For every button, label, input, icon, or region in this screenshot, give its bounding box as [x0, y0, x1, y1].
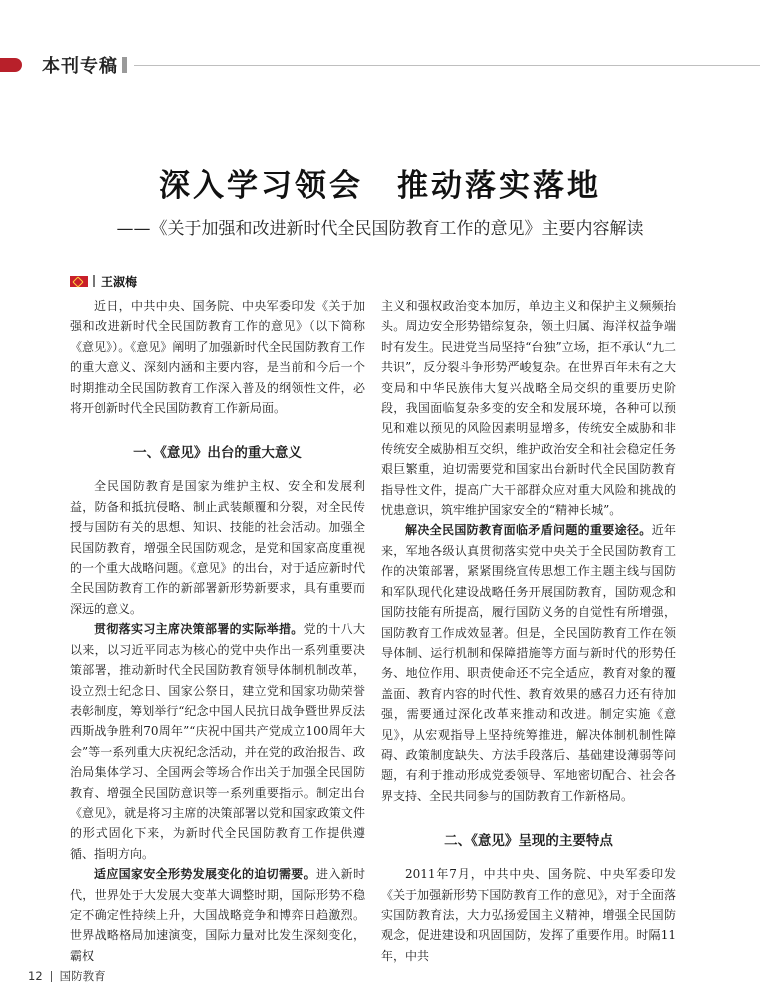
paragraph-lead: 贯彻落实习主席决策部署的实际举措。	[94, 622, 304, 637]
paragraph-lead: 解决全民国防教育面临矛盾问题的重要途径。	[405, 523, 652, 538]
journal-name: 国防教育	[59, 969, 106, 983]
paragraph: 2011年7月，中共中央、国务院、中央军委印发《关于加强新形势下国防教育工作的意见》，对于全面落实国防教育法，大力弘扬爱国主义精神，增强全民国防观念，促进建设和巩固国防，发挥了重要作用。时隔11年，中共	[381, 867, 676, 963]
section-heading: 一、《意见》出台的重大意义	[133, 445, 302, 462]
header-rule	[134, 65, 760, 66]
paragraph	[70, 619, 365, 864]
article-title: 深入学习领会 推动落实落地	[159, 168, 601, 204]
section-heading: 二、《意见》呈现的主要特点	[444, 833, 613, 850]
paragraph-body: 近年来，军地各级认真贯彻落实党中央关于全民国防教育工作的决策部署，紧紧围绕宣传思想工作主题主线与国防和军队现代化建设战略任务开展国防教育，国防观念和国防技能有所提高，履行国防义务的自觉性有所增强，国防教育工作成效显著。但是，全民国防教育工作在领导体制、运行机制和保障措施等方面与新时代的形势任务、地位作用、职责使命还不完全适应，教育对象的覆盖面、教育内容的时代性、教育效果的感召力还有待加强，需要通过深化改革来推动和改进。制定实施《意见》，从宏观指导上坚持统筹推进，解决体制机制性障碍、政策制度缺失、方法手段落后、基础建设薄弱等问题，有利于推动形成党委领导、军地密切配合、社会各界支持、全民共同参与的国防教育工作新格局。	[381, 523, 676, 803]
column-left	[70, 296, 365, 966]
section-label-mark	[122, 57, 127, 73]
column-right	[381, 296, 676, 966]
paragraph	[70, 864, 365, 966]
article-subtitle: ——《关于加强和改进新时代全民国防教育工作的意见》主要内容解读	[116, 219, 644, 239]
paragraph: 主义和强权政治变本加厉，单边主义和保护主义频频抬头。周边安全形势错综复杂，领土归属、海洋权益争端时有发生。民进党当局坚持“台独”立场，拒不承认“九二共识”，反分裂斗争形势严峻复杂。在世界百年未有之大变局和中华民族伟大复兴战略全局交织的重要历史阶段，我国面临复杂多变的安全和发展环境，各种可以预见和难以预见的风险因素明显增多，传统安全威胁和非传统安全威胁相互交织，维护政治安全和社会稳定任务艰巨繁重，迫切需要党和国家出台新时代全民国防教育指导性文件，提高广大干部群众应对重大风险和挑战的忧患意识，筑牢维护国家安全的“精神长城”。	[381, 299, 676, 518]
paragraph-lead: 适应国家安全形势发展变化的迫切需要。	[94, 867, 316, 882]
footer-separator	[51, 971, 52, 982]
paragraph-body: 党的十八大以来，以习近平同志为核心的党中央作出一系列重要决策部署，推动新时代全民国防教育领导体制机制改革，设立烈士纪念日、国家公祭日，建立党和国家功勋荣誉表彰制度，筹划举行“纪念中国人民抗日战争暨世界反法西斯战争胜利70周年”“庆祝中国共产党成立100周年大会”等一系列重大庆祝纪念活动，并在党的政治报告、政治局集体学习、全国两会等场合作出关于加强全民国防教育、增强全民国防意识等一系列重要指示。制定出台《意见》，就是将习主席的决策部署以党和国家政策文件的形式固化下来，为新时代全民国防教育工作提供遵循、指明方向。	[70, 622, 365, 861]
paragraph: 全民国防教育是国家为维护主权、安全和发展利益，防备和抵抗侵略、制止武装颠覆和分裂，对全民传授与国防有关的思想、知识、技能的社会活动。加强全民国防教育，增强全民国防观念，是党和国家高度重视的一个重大战略问题。《意见》的出台，对于适应新时代全民国防教育工作的新部署新形势新要求，具有重要而深远的意义。	[70, 479, 365, 616]
paragraph	[381, 520, 676, 806]
author-name: 王淑梅	[101, 274, 138, 289]
author-separator	[93, 275, 95, 287]
paragraph-body: 进入新时代，世界处于大发展大变革大调整时期，国际形势不稳定不确定性持续上升，大国战略竞争和博弈日趋激烈。世界战略格局加速演变，国际力量对比发生深刻变化，霸权	[70, 867, 365, 963]
section-accent-bar	[0, 58, 22, 72]
section-label: 本刊专稿	[42, 56, 118, 77]
page-number: 12	[28, 969, 43, 983]
author-row	[70, 273, 137, 289]
flag-icon	[70, 276, 88, 287]
paragraph: 近日，中共中央、国务院、中央军委印发《关于加强和改进新时代全民国防教育工作的意见》（以下简称《意见》）。《意见》阐明了加强新时代全民国防教育工作的重大意义、深刻内涵和主要内容，是当前和今后一个时期推动全民国防教育工作深入普及的纲领性文件，必将开创新时代全民国防教育工作新局面。	[70, 299, 365, 416]
page-footer	[28, 968, 106, 984]
